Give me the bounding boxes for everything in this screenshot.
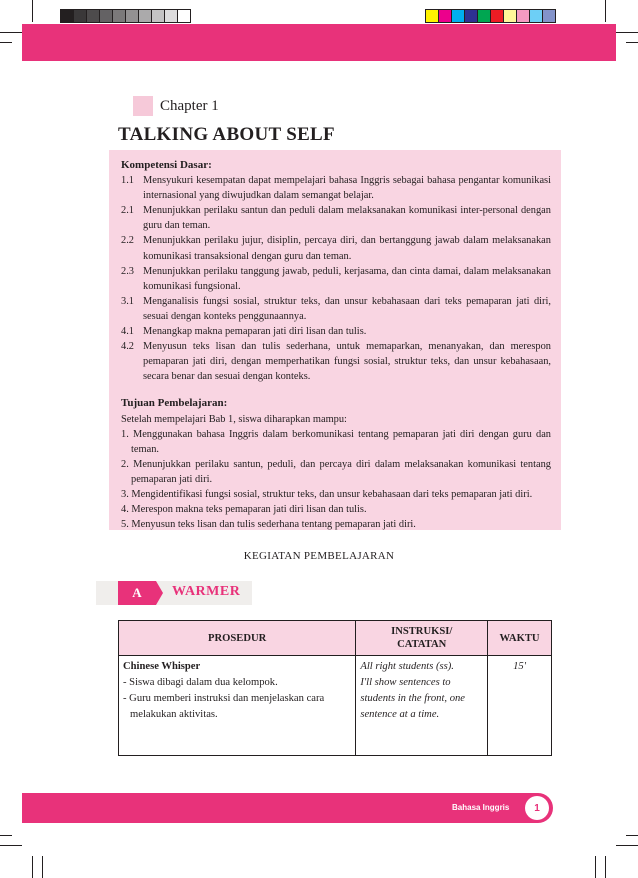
table-header-row [119,621,552,656]
section-arrow-icon [156,581,163,605]
procedure-step: - Guru memberi instruksi dan menjelaskan cara melakukan aktivitas. [123,693,325,720]
table-header: PROSEDUR [119,621,356,656]
kompetensi-item [121,294,551,324]
color-swatch [464,9,478,23]
color-swatch [516,9,530,23]
activity-table [118,620,552,756]
kompetensi-number: 2.2 [121,235,134,247]
instruction-line: sentence at a time. [360,709,440,720]
color-swatch-bar [425,9,555,23]
table-header: WAKTU [488,621,552,656]
color-swatch [125,9,139,23]
tujuan-item: 4. Merespon makna teks pemaparan jati diri lisan dan tulis. [121,504,367,516]
kegiatan-heading: KEGIATAN PEMBELAJARAN [243,550,395,562]
kompetensi-number: 4.2 [121,341,134,353]
tujuan-item: 3. Mengidentifikasi fungsi sosial, struktur teks, dan unsur kebahasaan dari teks pemaparan jati diri. [121,488,533,500]
crop-mark [32,0,33,22]
color-swatch [425,9,439,23]
time-cell: 15' [488,656,552,756]
crop-mark [0,845,22,846]
section-title: WARMER [172,584,241,599]
section-letter: A [118,581,156,605]
color-swatch [112,9,126,23]
kompetensi-text: Menganalisis fungsi sosial, struktur teks, dan unsur kebahasaan dari teks pemaparan jati diri, sesuai dengan konteks penggunaannya. [143,295,551,322]
color-swatch [151,9,165,23]
crop-mark [0,42,12,43]
crop-mark [0,32,22,33]
color-swatch [438,9,452,23]
kompetensi-text: Mensyukuri kesempatan dapat mempelajari bahasa Inggris sebagai bahasa pengantar komunikasi internasional yang diwujudkan dalam semangat belajar. [143,175,551,202]
color-swatch [451,9,465,23]
tujuan-intro: Setelah mempelajari Bab 1, siswa diharapkan mampu: [121,413,347,425]
color-swatch [138,9,152,23]
color-swatch [73,9,87,23]
tujuan-item: 1. Menggunakan bahasa Inggris dalam berkomunikasi tentang pemaparan jati diri dengan guru dan teman. [121,428,551,455]
crop-mark [0,835,12,836]
crop-mark [32,856,33,878]
crop-mark [605,856,606,878]
color-swatch [529,9,543,23]
color-swatch [164,9,178,23]
kompetensi-item [121,339,551,384]
kompetensi-number: 3.1 [121,295,134,307]
kompetensi-item [121,324,551,339]
instruction-line: students in the front, one [360,693,465,704]
procedure-step: - Siswa dibagi dalam dua kelompok. [123,677,278,688]
kompetensi-item [121,203,551,233]
kompetensi-list [121,173,551,384]
procedure-cell [119,656,356,756]
kompetensi-text: Menunjukkan perilaku tanggung jawab, peduli, kerjasama, dan cinta damai, dalam melaksanakan komunikasi fungsional. [143,265,551,292]
tujuan-list [121,427,551,533]
instruction-line: I'll show sentences to [360,677,451,688]
color-swatch [60,9,74,23]
table-header: INSTRUKSI/ CATATAN [356,621,488,656]
color-swatch [99,9,113,23]
kompetensi-number: 4.1 [121,326,134,338]
kompetensi-text: Menunjukkan perilaku jujur, disiplin, percaya diri, dan bertanggung jawab dalam melaksanakan komunikasi transaksional dengan guru dan teman. [143,235,551,262]
book-title: Bahasa Inggris [452,803,510,812]
chapter-label: Chapter 1 [160,98,219,114]
kompetensi-item [121,173,551,203]
crop-mark [616,845,638,846]
kompetensi-item [121,233,551,263]
color-swatch [477,9,491,23]
color-swatch [542,9,556,23]
activity-title: Chinese Whisper [123,661,201,672]
color-swatch [503,9,517,23]
kompetensi-text: Menangkap makna pemaparan jati diri lisan dan tulis. [143,326,367,338]
gray-swatch-bar [60,9,190,23]
tujuan-item: 5. Menyusun teks lisan dan tulis sederhana tentang pemaparan jati diri. [121,519,416,531]
kompetensi-number: 2.1 [121,205,134,217]
page-number: 1 [525,796,549,820]
crop-mark [626,42,638,43]
color-swatch [490,9,504,23]
tujuan-item: 2. Menunjukkan perilaku santun, peduli, dan percaya diri dalam melaksanakan komunikasi tentang pemaparan jati diri. [121,458,551,485]
crop-mark [605,0,606,22]
kompetensi-text: Menunjukkan perilaku santun dan peduli dalam melaksanakan komunikasi inter-personal dengan guru dan teman. [143,205,551,232]
crop-mark [616,32,638,33]
kompetensi-number: 1.1 [121,175,134,187]
crop-mark [595,856,596,878]
table-row [119,656,552,756]
header-band [22,24,616,61]
color-swatch [177,9,191,23]
kompetensi-heading: Kompetensi Dasar: [121,159,212,171]
tujuan-heading: Tujuan Pembelajaran: [121,397,228,410]
chapter-marker [133,96,153,116]
instruction-cell [356,656,488,756]
kompetensi-number: 2.3 [121,265,134,277]
crop-mark [626,835,638,836]
instruction-line: All right students (ss). [360,661,454,672]
objectives-panel [109,150,561,530]
chapter-title: TALKING ABOUT SELF [118,124,335,145]
kompetensi-text: Menyusun teks lisan dan tulis sederhana, untuk memaparkan, menanyakan, dan merespon pemaparan jati diri, dengan memperhatikan fungsi sosial, struktur teks, dan unsur kebahasaan, secara benar dan sesuai dengan konteks. [143,341,551,383]
kompetensi-item [121,264,551,294]
crop-mark [42,856,43,878]
color-swatch [86,9,100,23]
